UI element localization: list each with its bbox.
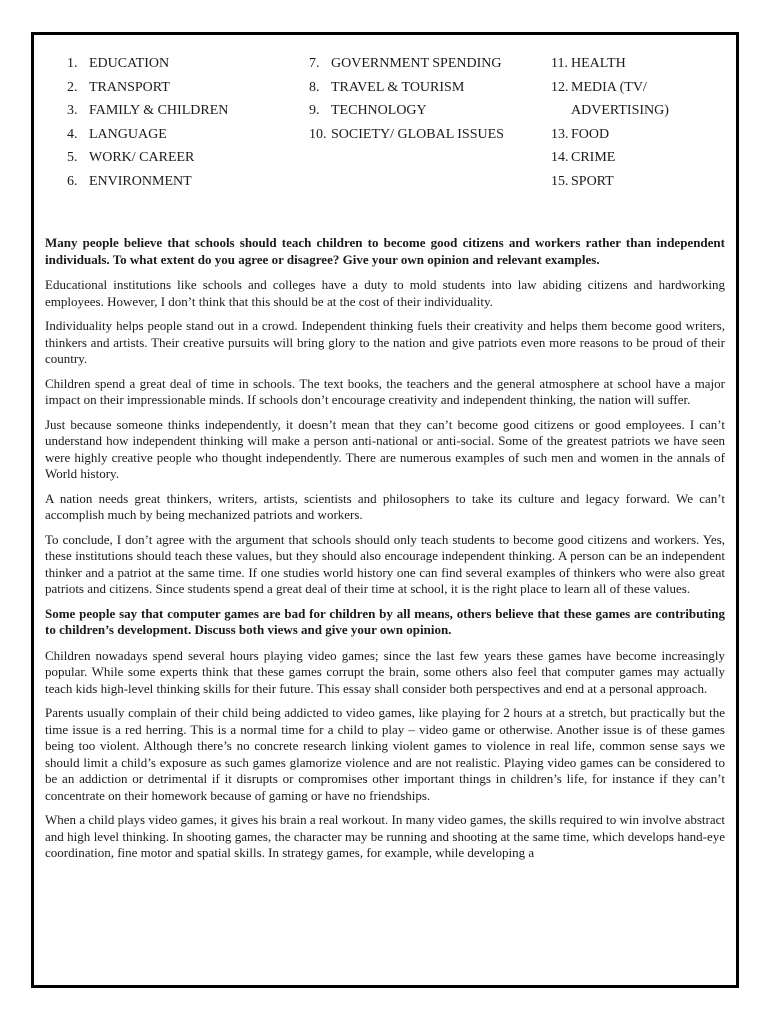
topic-item bbox=[551, 146, 731, 170]
topic-list bbox=[67, 52, 727, 192]
essay-paragraph: Parents usually complain of their child being addicted to video games, like playing for 2 hours at a stretch, but practically but the time issue is a red herring. This is a normal time for a child to play – video game or otherwise. Another issue is of these games being too violent. Although there’s no concrete research linking violent games to violence in real life, common sense says we should limit a child’s exposure as such games glamorize violence and are not realistic. Playing video games can be considered to be an addiction or detrimental if it disrupts or compromises other important things in children’s life, for instance if they can’t concentrate on their homework because of gaming or have no friendships. bbox=[45, 705, 725, 803]
essay-prompt: Many people believe that schools should teach children to become good citizens and workers rather than independent individuals. To what extent do you agree or disagree? Give your own opinion and relevant examples. bbox=[45, 235, 725, 267]
topic-label: WORK/ CAREER bbox=[89, 150, 195, 165]
topic-item bbox=[551, 52, 731, 76]
essay-paragraph: Individuality helps people stand out in a crowd. Independent thinking fuels their creativity and helps them become good writers, thinkers and artists. Their creative pursuits will bring glory to the nation and give patriots even more reasons to be proud of their country. bbox=[45, 318, 725, 366]
topic-label: SPORT bbox=[571, 173, 614, 189]
topic-item bbox=[67, 52, 297, 76]
topic-item bbox=[309, 76, 539, 100]
topic-label: FOOD bbox=[571, 126, 610, 142]
essay-paragraph: To conclude, I don’t agree with the argument that schools should only teach students to become good citizens and workers. Yes, these institutions should teach these values, but they should also encourage independent thinking. A person can be an independent thinker and a patriot at the same time. If one studies world history one can find several examples of thinkers who were also great patriots and citizens. Since students spend a great deal of their time at school, it is the right place to learn all of these values. bbox=[45, 531, 725, 596]
topic-label: TRAVEL & TOURISM bbox=[331, 79, 465, 95]
essay-paragraph: Just because someone thinks independently, it doesn’t mean that they can’t become good citizens or good employees. I can’t understand how independent thinking will make a person anti-national or anti-social. Some of the greatest patriots we have seen were highly creative people who thought independently. There are numerous examples of such men and women in the annals of World history. bbox=[45, 416, 725, 481]
essay-paragraph: Educational institutions like schools and colleges have a duty to mold students into law abiding citizens and hardworking employees. However, I don’t think that this should be at the cost of their individuality. bbox=[45, 277, 725, 309]
topic-number: 10. bbox=[309, 126, 327, 142]
essay-paragraph: When a child plays video games, it gives his brain a real workout. In many video games, the skills required to win involve abstract and high level thinking. In shooting games, the character may be running and shooting at the same time, which develops hand-eye coordination, fine motor and spatial skills. In strategy games, for example, while developing a bbox=[45, 812, 725, 860]
topic-label: ENVIRONMENT bbox=[89, 173, 192, 189]
topic-number: 14. bbox=[551, 150, 569, 165]
topic-number: 15. bbox=[551, 173, 569, 189]
topic-number: 7. bbox=[309, 56, 320, 71]
topic-item bbox=[551, 170, 731, 194]
topic-label: EDUCATION bbox=[89, 56, 170, 71]
topic-item bbox=[67, 170, 297, 194]
topic-number: 13. bbox=[551, 126, 569, 142]
topic-number: 4. bbox=[67, 126, 78, 142]
topic-item bbox=[67, 99, 297, 123]
topic-item bbox=[551, 76, 731, 123]
topic-item bbox=[551, 123, 731, 147]
essay-body bbox=[45, 235, 725, 870]
topic-label: FAMILY & CHILDREN bbox=[89, 103, 229, 118]
topic-label: LANGUAGE bbox=[89, 126, 167, 142]
topic-number: 1. bbox=[67, 56, 78, 71]
topic-label: TRANSPORT bbox=[89, 79, 170, 95]
topic-number: 2. bbox=[67, 79, 78, 95]
topic-column-2 bbox=[309, 52, 539, 146]
essay-prompt: Some people say that computer games are bad for children by all means, others believe that these games are contributing to children’s development. Discuss both views and give your own opinion. bbox=[45, 605, 725, 637]
topic-number: 9. bbox=[309, 103, 320, 118]
topic-item bbox=[67, 123, 297, 147]
topic-item bbox=[67, 76, 297, 100]
topic-number: 6. bbox=[67, 173, 78, 189]
topic-number: 11. bbox=[551, 56, 568, 71]
topic-item bbox=[309, 99, 539, 123]
topic-column-3 bbox=[551, 52, 731, 193]
topic-label: MEDIA (TV/ ADVERTISING) bbox=[571, 79, 669, 118]
essay-paragraph: Children nowadays spend several hours playing video games; since the last few years these games have become increasingly popular. While some experts think that these games corrupt the brain, some others also feel that computer games may actually teach kids high-level thinking skills for their future. This essay shall consider both perspectives and end at a personal approach. bbox=[45, 647, 725, 696]
topic-item bbox=[67, 146, 297, 170]
essay-paragraph: Children spend a great deal of time in schools. The text books, the teachers and the general atmosphere at school have a major impact on their impressionable minds. If schools don’t encourage creativity and independent thinking, the nation will suffer. bbox=[45, 375, 725, 407]
topic-column-1 bbox=[67, 52, 297, 193]
topic-label: HEALTH bbox=[571, 56, 626, 71]
topic-number: 12. bbox=[551, 79, 569, 95]
topic-label: TECHNOLOGY bbox=[331, 103, 427, 118]
topic-label: SOCIETY/ GLOBAL ISSUES bbox=[331, 126, 504, 142]
topic-item bbox=[309, 52, 539, 76]
topic-number: 3. bbox=[67, 103, 78, 118]
document-page bbox=[31, 32, 739, 988]
topic-number: 5. bbox=[67, 150, 78, 165]
topic-label: GOVERNMENT SPENDING bbox=[331, 56, 502, 71]
topic-item bbox=[309, 123, 539, 147]
topic-label: CRIME bbox=[571, 150, 616, 165]
topic-number: 8. bbox=[309, 79, 320, 95]
essay-paragraph: A nation needs great thinkers, writers, artists, scientists and philosophers to take its culture and legacy forward. We can’t accomplish much by being mechanized patriots and workers. bbox=[45, 490, 725, 522]
